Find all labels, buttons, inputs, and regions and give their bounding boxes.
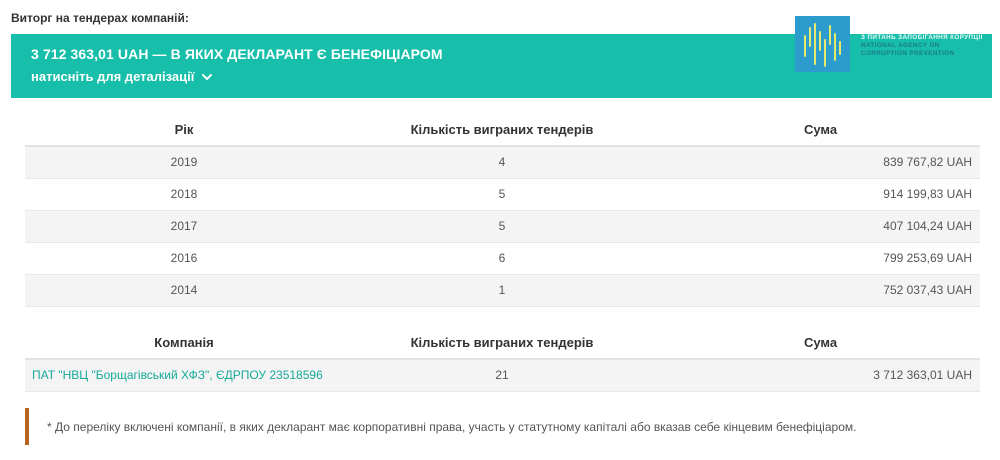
column-header-tenders: Кількість виграних тендерів	[343, 114, 661, 146]
year-cell: 2019	[25, 146, 343, 178]
sum-cell: 914 199,83 UAH	[661, 178, 980, 210]
year-cell: 2018	[25, 178, 343, 210]
sum-cell: 3 712 363,01 UAH	[661, 359, 980, 391]
section-title: Виторг на тендерах компаній:	[11, 11, 189, 25]
tenders-cell: 21	[343, 359, 661, 391]
table-row	[25, 178, 980, 210]
column-header-tenders: Кількість виграних тендерів	[343, 327, 661, 359]
years-table	[25, 114, 980, 307]
logo-en-line1: NATIONAL AGENCY ON	[861, 42, 940, 49]
details-toggle-button[interactable]	[31, 69, 213, 84]
chevron-down-icon	[201, 71, 213, 83]
company-table	[25, 327, 980, 392]
sum-cell: 407 104,24 UAH	[661, 210, 980, 242]
year-cell: 2014	[25, 274, 343, 306]
company-link[interactable]: ПАТ "НВЦ "Борщагівський ХФЗ", ЄДРПОУ 23518596	[25, 359, 343, 391]
column-header-year: Рік	[25, 114, 343, 146]
logo-ua-line2: З ПИТАНЬ ЗАПОБІГАННЯ КОРУПЦІЇ	[861, 34, 983, 41]
tenders-cell: 6	[343, 242, 661, 274]
table-row	[25, 146, 980, 178]
tenders-cell: 5	[343, 210, 661, 242]
footnote	[25, 408, 980, 445]
logo-en-line2: CORRUPTION PREVENTION	[861, 50, 955, 57]
nacp-logo-text	[861, 26, 983, 58]
footnote-text: * До переліку включені компанії, в яких декларант має корпоративні права, участь у статутному капіталі або вказав себе кінцевим бенефіціаром.	[47, 419, 857, 434]
table-row	[25, 359, 980, 391]
banner-amount: 3 712 363,01 UAH — В ЯКИХ ДЕКЛАРАНТ Є БЕНЕФІЦІАРОМ	[31, 46, 443, 62]
sum-cell: 839 767,82 UAH	[661, 146, 980, 178]
tenders-cell: 4	[343, 146, 661, 178]
table-row	[25, 242, 980, 274]
sum-cell: 752 037,43 UAH	[661, 274, 980, 306]
table-row	[25, 274, 980, 306]
column-header-sum: Сума	[661, 114, 980, 146]
details-toggle-label: натисніть для деталізації	[31, 69, 195, 84]
tenders-cell: 5	[343, 178, 661, 210]
nacp-logo-mark	[795, 16, 850, 72]
column-header-sum: Сума	[661, 327, 980, 359]
table-header-row	[25, 114, 980, 146]
tenders-cell: 1	[343, 274, 661, 306]
year-cell: 2017	[25, 210, 343, 242]
table-row	[25, 210, 980, 242]
year-cell: 2016	[25, 242, 343, 274]
table-header-row	[25, 327, 980, 359]
sum-cell: 799 253,69 UAH	[661, 242, 980, 274]
column-header-company: Компанія	[25, 327, 343, 359]
nacp-logo	[795, 16, 995, 76]
logo-ua-line1: НАЦІОНАЛЬНЕ АГЕНТСТВО	[861, 26, 957, 33]
